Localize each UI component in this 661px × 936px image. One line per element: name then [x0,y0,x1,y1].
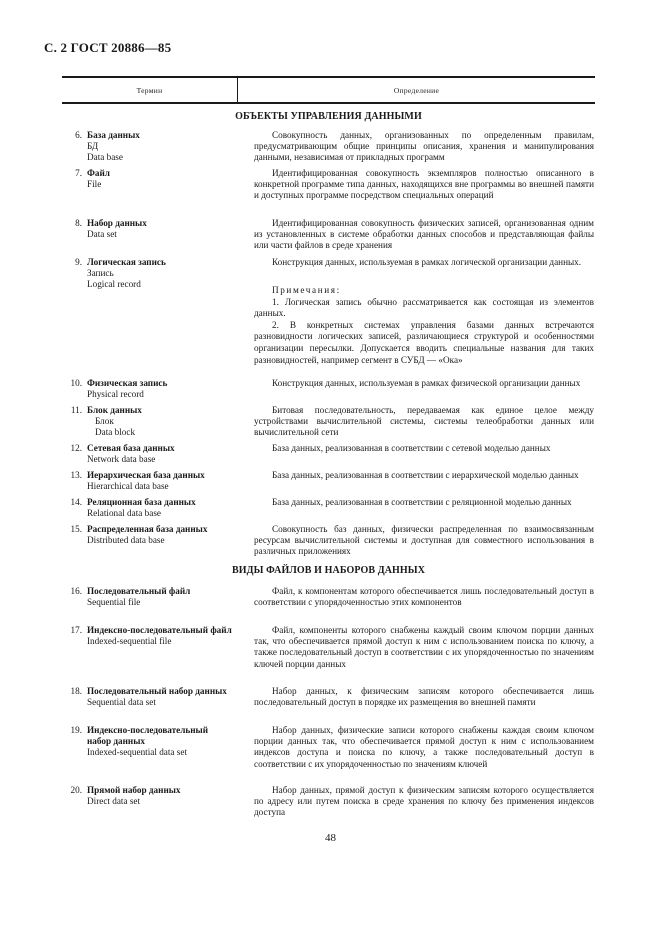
term-name: Распределенная база данных [87,524,208,534]
column-header-term: Термин [136,86,163,95]
term-names [87,686,257,708]
term-name: Индексно-последовательный набор данных [87,725,209,746]
term-names [87,257,247,290]
page-number: 48 [325,832,336,844]
term-english: Logical record [87,279,141,289]
term-number: 6. [75,130,82,140]
term-english: Indexed-sequential file [87,636,172,646]
term-definition [254,524,594,558]
term-names [87,524,247,546]
table-header-rule [62,102,595,104]
term-english: Direct data set [87,796,141,806]
term-name: Физическая запись [87,378,168,388]
term-definition [254,785,594,819]
term-definition [254,168,594,202]
term-definition [254,443,594,454]
definition-text: Совокупность баз данных, физически распределенная по взаимосвязанным ресурсам вычислительной системы и доступная для совместного использования в различных приложениях [254,524,594,557]
term-names [87,405,247,438]
definition-text: Набор данных, физические записи которого снабжены каждая своим ключом порции данных так, что обеспечивается прямой доступ к ним с использованием индексов доступа и поиска по ключу, а также последовательный доступ в соответствии с их упорядоченностью по значениям ключей [254,725,594,769]
term-number: 17. [70,625,82,635]
term-english: Network data base [87,454,156,464]
term-name: Блок данных [87,405,142,415]
term-names [87,470,247,492]
column-header-definition: Определение [393,86,440,95]
definition-text: Конструкция данных, используемая в рамках физической организации данных [272,378,581,388]
definition-text: Идентифицированная совокупность экземпляров полностью описанного в конкретной программе типа данных, находящихся вне программы во внешней памяти и доступных программе посредством специальных операций [254,168,594,201]
term-english: Hierarchical data base [87,481,169,491]
term-english: File [87,179,102,189]
term-number: 8. [75,218,82,228]
term-definition [254,586,594,608]
term-name: Логическая запись [87,257,166,267]
term-synonym: Запись [87,268,114,278]
section-title: ВИДЫ ФАЙЛОВ И НАБОРОВ ДАННЫХ [231,565,426,576]
term-name: Последовательный набор данных [87,686,227,696]
term-english: Data block [95,427,136,437]
term-number: 11. [70,405,82,415]
term-definition [254,725,594,770]
definition-text: Файл, компоненты которого снабжены каждый своим ключом порции данных так, что обеспечивается прямой доступ к ним с использованием поиска по ключу, а также последовательный доступ в соответствии с их упорядоченностью по значениям ключей порции данных [254,625,594,669]
definition-text: База данных, реализованная в соответствии с иерархической моделью данных [272,470,579,480]
term-definition [254,686,594,708]
term-name: Последовательный файл [87,586,191,596]
term-english: Distributed data base [87,535,165,545]
definition-text: Конструкция данных, используемая в рамках логической организации данных. [272,257,582,267]
document-header: С. 2 ГОСТ 20886—85 [44,40,172,55]
term-number: 9. [75,257,82,267]
definition-text: Совокупность данных, организованных по определенным правилам, предусматривающим общие принципы описания, хранения и манипулирования данными, независимая от прикладных программ [254,130,594,163]
term-synonym: Блок [95,416,114,426]
section-title: ОБЪЕКТЫ УПРАВЛЕНИЯ ДАННЫМИ [235,111,422,122]
term-definition [254,625,594,670]
term-name: Прямой набор данных [87,785,181,795]
term-names [87,785,247,807]
term-english: Data set [87,229,117,239]
term-name: Файл [87,168,110,178]
term-definition [254,378,594,389]
term-number: 7. [75,168,82,178]
term-definition [254,257,594,268]
notes-block [254,285,594,366]
definition-text: База данных, реализованная в соответствии с сетевой моделью данных [272,443,551,453]
term-names [87,725,232,758]
term-names [87,130,247,163]
term-number: 13. [70,470,82,480]
definition-text: Набор данных, к физическим записям которого обеспечивается лишь последовательный доступ в порядке их размещения во внешней памяти [254,686,594,708]
definition-text: База данных, реализованная в соответствии с реляционной моделью данных [272,497,572,507]
definition-text: Набор данных, прямой доступ к физическим записям которого осуществляется по адресу или путем поиска в среде хранения по ключу без применения индексов доступа [254,785,594,818]
term-definition [254,470,594,481]
term-english: Sequential file [87,597,141,607]
definition-text: Файл, к компонентам которого обеспечивается лишь последовательный доступ в соответствии с упорядоченностью этих компонентов [254,586,594,608]
term-names [87,378,247,400]
note-item: 2. В конкретных системах управления базами данных встречаются разновидности логических записей, различающиеся структурой и особенностями организации пересылки. Допускается вводить специальные названия для таких разновидностей, например сегмент в СУБД — «Ока» [254,319,594,365]
term-english: Physical record [87,389,144,399]
term-name: Сетевая база данных [87,443,175,453]
term-name: Набор данных [87,218,147,228]
term-name: Иерархическая база данных [87,470,205,480]
term-names [87,586,247,608]
term-english: Data base [87,152,123,162]
term-number: 20. [70,785,82,795]
definition-text: Идентифицированная совокупность физических записей, организованная одним из установленных в системе обработки данных способов и представляющая файлы или части файлов в среде хранения [254,218,594,251]
term-number: 15. [70,524,82,534]
term-names [87,443,247,465]
term-english: Sequential data set [87,697,156,707]
notes-heading: Примечания: [272,285,341,295]
term-number: 10. [70,378,82,388]
term-english: Indexed-sequential data set [87,747,187,757]
term-definition [254,405,594,439]
term-names [87,625,232,647]
term-number: 19. [70,725,82,735]
term-names [87,218,247,240]
term-name: База данных [87,130,140,140]
term-names [87,497,247,519]
term-number: 12. [70,443,82,453]
table-top-rule [62,76,595,78]
term-definition [254,130,594,164]
term-name: Индексно-последовательный файл [87,625,232,635]
term-name: Реляционная база данных [87,497,196,507]
term-definition [254,218,594,252]
term-names [87,168,247,190]
term-abbrev: БД [87,141,99,151]
definition-text: Битовая последовательность, передаваемая как единое целое между устройствами вычислительной системы, системы телеобработки данных или вычислительной сети [254,405,594,438]
term-number: 16. [70,586,82,596]
term-number: 18. [70,686,82,696]
term-definition [254,497,594,508]
note-item: 1. Логическая запись обычно рассматривается как состоящая из элементов данных. [254,296,594,319]
term-number: 14. [70,497,82,507]
term-english: Relational data base [87,508,161,518]
